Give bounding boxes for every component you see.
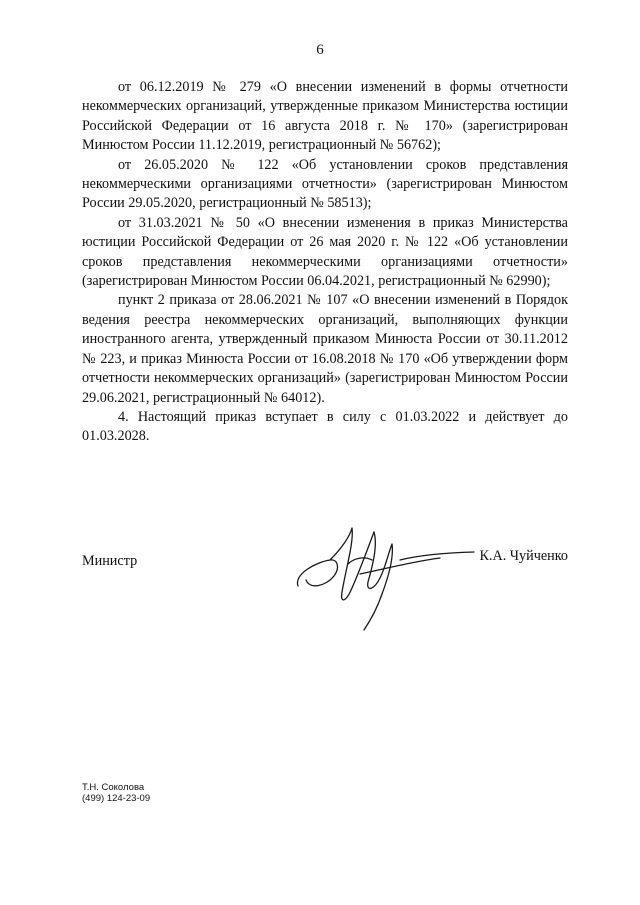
document-body [82, 78, 568, 447]
paragraph-order-122: от 26.05.2020 № 122 «Об установлении сроков представления некоммерческими организациями отчетности» (зарегистрирован Минюстом России 29.05.2020, регистрационный № 58513); [82, 156, 568, 212]
paragraph-order-279: от 06.12.2019 № 279 «О внесении изменений в формы отчетности некоммерческих организаций, утвержденные приказом Министерства юстиции Российской Федерации от 16 августа 2018 г. № 170» (зарегистрирован Минюстом России 11.12.2019, регистрационный № 56762); [82, 79, 568, 154]
signer-name: К.А. Чуйченко [479, 548, 568, 564]
signer-title: Министр [82, 553, 138, 569]
handwritten-signature-icon [290, 518, 480, 638]
page-number: 6 [316, 42, 324, 58]
signature-block [82, 548, 568, 628]
executor-info [82, 782, 150, 804]
paragraph-effective-date: 4. Настоящий приказ вступает в силу с 01.03.2022 и действует до 01.03.2028. [82, 408, 568, 445]
executor-name: Т.Н. Соколова [82, 782, 145, 793]
paragraph-order-107: пункт 2 приказа от 28.06.2021 № 107 «О внесении изменений в Порядок ведения реестра некоммерческих организаций, выполняющих функции иностранного агента, утвержденный приказом Минюста России от 30.11.2012 № 223, и приказ Минюста России от 16.08.2018 № 170 «Об утверждении форм отчетности некоммерческих организаций» (зарегистрирован Минюстом России 29.06.2021, регистрационный № 64012). [82, 292, 568, 406]
executor-phone: (499) 124-23-09 [82, 793, 151, 804]
paragraph-order-50: от 31.03.2021 № 50 «О внесении изменения в приказ Министерства юстиции Российской Федерации от 26 мая 2020 г. № 122 «Об установлении сроков представления некоммерческими организациями отчетности» (зарегистрирован Минюстом России 06.04.2021, регистрационный № 62990); [82, 214, 568, 290]
